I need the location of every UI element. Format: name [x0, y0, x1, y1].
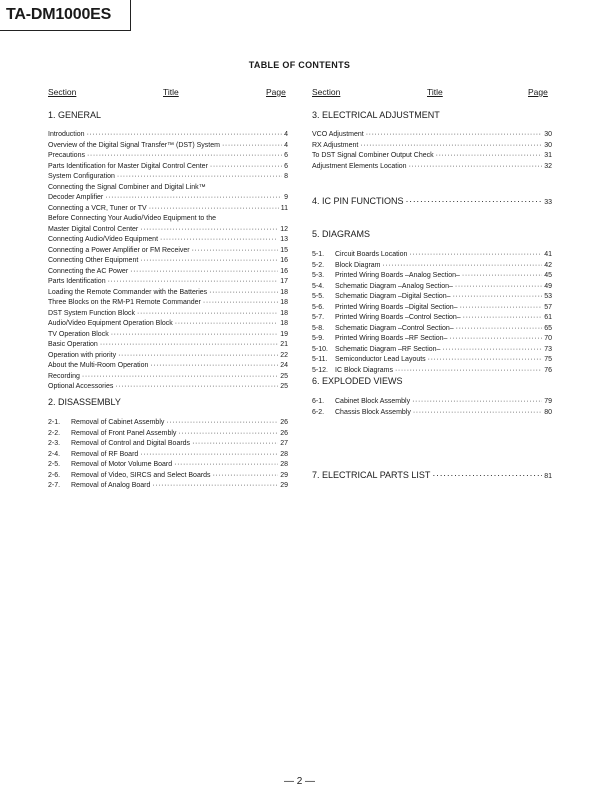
section-heading-disassembly: 2. DISASSEMBLY — [48, 397, 121, 407]
entry-page: 41 — [544, 251, 552, 258]
entry-title: Chassis Block Assembly — [335, 408, 411, 416]
toc-entry — [312, 335, 552, 346]
entry-title: Block Diagram — [335, 261, 381, 269]
entry-page: 13 — [280, 236, 288, 243]
entry-number: 2-6. — [48, 471, 61, 479]
toc-entry — [312, 293, 552, 304]
toc-entry — [48, 236, 288, 247]
leader-dots — [108, 278, 279, 287]
entry-title: Schematic Diagram –RF Section– — [335, 345, 441, 353]
toc-entry — [48, 373, 288, 384]
entry-page: 4 — [284, 131, 288, 138]
toc-entry — [48, 299, 288, 310]
entry-title: Connecting the AC Power — [48, 267, 129, 275]
entry-page: 29 — [280, 471, 288, 479]
entry-page: 28 — [280, 450, 288, 458]
entry-title: 4. IC PIN FUNCTIONS — [312, 196, 404, 206]
entry-page: 18 — [280, 309, 288, 317]
leader-dots — [140, 257, 278, 266]
entry-page: 8 — [284, 173, 288, 180]
leader-dots — [117, 173, 282, 182]
entry-title: Connecting a Power Amplifier or FM Receiver — [48, 246, 190, 254]
entry-page: 25 — [280, 383, 288, 390]
toc-entry — [48, 152, 288, 163]
toc-entry — [48, 289, 288, 300]
entry-page: 75 — [544, 356, 552, 363]
toc-entry — [48, 268, 288, 279]
toc-entry — [48, 419, 288, 430]
toc-entry — [48, 215, 288, 226]
leader-dots — [130, 268, 278, 277]
leader-dots — [118, 352, 278, 361]
entry-page: 70 — [544, 335, 552, 342]
entry-title: Removal of Motor Volume Board — [71, 461, 173, 468]
leader-dots — [456, 325, 543, 334]
entry-title: Overview of the Digital Signal Transfer™ (DST) System — [48, 141, 220, 149]
entry-title: IC Block Diagrams — [335, 366, 393, 374]
entry-page: 4 — [284, 141, 288, 149]
leader-dots — [409, 163, 543, 172]
entry-page: 16 — [280, 267, 288, 275]
entry-page: 29 — [280, 482, 288, 489]
toc-entry — [48, 362, 288, 373]
entry-title: Three Blocks on the RM-P1 Remote Commander — [48, 299, 201, 306]
entry-title: Audio/Video Equipment Operation Block — [48, 320, 173, 327]
toc-entry — [48, 205, 288, 216]
toc-entry — [48, 331, 288, 342]
toc-entry — [48, 184, 288, 195]
entry-page: 12 — [280, 225, 288, 233]
entry-title: Optional Accessories — [48, 383, 114, 390]
toc-entry — [312, 272, 552, 283]
header-page-left: Page — [266, 87, 286, 97]
entry-number: 5-3. — [312, 272, 325, 279]
entry-number: 2-3. — [48, 440, 61, 447]
toc-entry — [312, 346, 552, 357]
entry-page: 17 — [280, 278, 288, 285]
leader-dots — [203, 299, 278, 308]
leader-dots — [366, 131, 542, 140]
entry-title: Printed Wiring Boards –RF Section– — [335, 335, 448, 342]
entry-page: 26 — [280, 419, 288, 426]
entry-page: 15 — [280, 246, 288, 254]
leader-dots — [209, 289, 278, 298]
entry-page: 65 — [544, 324, 552, 332]
leader-dots — [383, 262, 543, 271]
entry-title: Removal of Video, SIRCS and Select Boards — [71, 471, 211, 479]
entry-title: VCO Adjustment — [312, 131, 364, 138]
entry-title: About the Multi-Room Operation — [48, 362, 149, 369]
entry-page: 19 — [280, 330, 288, 338]
entry-title: DST System Function Block — [48, 309, 136, 317]
entry-page: 26 — [280, 429, 288, 437]
toc-entry — [312, 142, 552, 153]
toc-entry — [312, 409, 552, 420]
entry-page: 31 — [544, 152, 552, 159]
entry-title: Connecting Audio/Video Equipment — [48, 236, 159, 243]
section-heading-general: 1. GENERAL — [48, 110, 102, 120]
toc-entry-parts-list — [312, 470, 552, 482]
entry-number: 6-1. — [312, 398, 325, 405]
entry-number: 2-2. — [48, 429, 61, 437]
toc-entry — [48, 142, 288, 153]
entry-number: 5-11. — [312, 356, 328, 363]
entry-page: 81 — [544, 473, 552, 480]
entry-number: 5-12. — [312, 366, 328, 374]
entry-page: 32 — [544, 162, 552, 170]
toc-entry — [48, 278, 288, 289]
toc-entry — [48, 383, 288, 394]
toc-entry — [48, 173, 288, 184]
entry-title: Connecting a VCR, Tuner or TV — [48, 204, 147, 212]
entry-page: 79 — [544, 398, 552, 405]
toc-entry — [48, 131, 288, 142]
entry-page: 16 — [280, 257, 288, 264]
toc-entry — [48, 352, 288, 363]
entry-page: 6 — [284, 152, 288, 159]
entry-number: 6-2. — [312, 408, 325, 416]
entry-title: Removal of Cabinet Assembly — [71, 419, 165, 426]
toc-entry — [48, 341, 288, 352]
entry-page: 49 — [544, 282, 552, 290]
entry-title: RX Adjustment — [312, 141, 359, 149]
leader-dots — [460, 304, 543, 313]
entry-title: Schematic Diagram –Control Section– — [335, 324, 454, 332]
entry-number: 5-2. — [312, 261, 325, 269]
leader-dots — [140, 451, 278, 460]
entry-title: Basic Operation — [48, 341, 98, 348]
toc-entry — [312, 356, 552, 367]
entry-page: 76 — [544, 366, 552, 374]
entry-number: 5-8. — [312, 324, 325, 332]
entry-title: Introduction — [48, 131, 85, 138]
entry-number: 5-10. — [312, 345, 328, 353]
leader-dots — [360, 142, 542, 151]
leader-dots — [87, 152, 282, 161]
entry-title: Parts Identification — [48, 278, 106, 285]
entry-page: 28 — [280, 461, 288, 468]
entry-title: Recording — [48, 372, 80, 380]
page-title: TABLE OF CONTENTS — [248, 60, 351, 70]
toc-entry — [48, 247, 288, 258]
leader-dots — [409, 251, 542, 260]
leader-dots — [406, 196, 543, 205]
leader-dots — [442, 346, 542, 355]
toc-entry — [312, 283, 552, 294]
entry-title: 7. ELECTRICAL PARTS LIST — [312, 470, 431, 480]
entry-number: 2-4. — [48, 450, 61, 458]
entry-title: To DST Signal Combiner Output Check — [312, 152, 434, 159]
toc-entry — [48, 440, 288, 451]
entry-number: 5-7. — [312, 314, 325, 321]
entry-number: 5-1. — [312, 251, 325, 258]
page-number: — 2 — — [283, 776, 316, 787]
leader-dots — [137, 310, 278, 319]
leader-dots — [449, 335, 542, 344]
entry-page: 30 — [544, 141, 552, 149]
leader-dots — [111, 331, 279, 340]
entry-page: 18 — [280, 299, 288, 306]
leader-dots — [140, 226, 278, 235]
entry-title: Removal of Front Panel Assembly — [71, 429, 177, 437]
entry-title: Removal of Analog Board — [71, 482, 151, 489]
entry-page: 9 — [284, 194, 288, 201]
entry-title: Schematic Diagram –Analog Section– — [335, 282, 453, 290]
entry-title: Printed Wiring Boards –Control Section– — [335, 314, 461, 321]
toc-entry — [312, 131, 552, 142]
toc-entry — [48, 194, 288, 205]
entry-title: Connecting Other Equipment — [48, 257, 139, 264]
entry-title: Printed Wiring Boards –Digital Section– — [335, 303, 458, 311]
entry-title: Circuit Boards Location — [335, 251, 408, 258]
leader-dots — [213, 472, 279, 481]
toc-entry — [312, 314, 552, 325]
entry-number: 2-7. — [48, 482, 61, 489]
leader-dots — [395, 367, 542, 376]
leader-dots — [150, 362, 278, 371]
leader-dots — [149, 205, 279, 214]
toc-entry — [312, 304, 552, 315]
entry-page: 57 — [544, 303, 552, 311]
entry-page: 42 — [544, 261, 552, 269]
entry-title: Schematic Diagram –Digital Section– — [335, 293, 451, 300]
header-section-left: Section — [48, 87, 77, 97]
toc-entry — [48, 461, 288, 472]
toc-entry — [48, 451, 288, 462]
toc-entry — [48, 482, 288, 493]
entry-title: System Configuration — [48, 173, 115, 180]
leader-dots — [178, 430, 278, 439]
entry-title: Operation with priority — [48, 351, 117, 359]
entry-page: 18 — [280, 288, 288, 296]
header-section-right: Section — [312, 87, 341, 97]
leader-dots — [436, 152, 543, 161]
header-title-right: Title — [427, 87, 443, 97]
toc-entry — [312, 325, 552, 336]
entry-page: 25 — [280, 372, 288, 380]
leader-dots — [100, 341, 278, 350]
model-number: TA-DM1000ES — [6, 6, 112, 23]
entry-title: Cabinet Block Assembly — [335, 398, 411, 405]
entry-page: 73 — [544, 345, 552, 353]
section-heading-diagrams: 5. DIAGRAMS — [312, 229, 371, 239]
toc-entry — [312, 163, 552, 174]
toc-entry — [312, 152, 552, 163]
leader-dots — [192, 247, 279, 256]
entry-title: Removal of RF Board — [71, 450, 139, 458]
toc-entry — [48, 163, 288, 174]
entry-title: Printed Wiring Boards –Analog Section– — [335, 272, 460, 279]
leader-dots — [455, 283, 542, 292]
entry-page: 11 — [280, 204, 288, 212]
entry-number: 2-5. — [48, 461, 61, 468]
entry-title: Removal of Control and Digital Boards — [71, 440, 191, 447]
entry-page: 22 — [280, 351, 288, 359]
toc-entry — [48, 226, 288, 237]
entry-title: Semiconductor Lead Layouts — [335, 356, 426, 363]
entry-title: TV Operation Block — [48, 330, 109, 338]
entry-title: Connecting the Signal Combiner and Digital Link™ — [48, 183, 206, 191]
entry-number: 5-4. — [312, 282, 325, 290]
leader-dots — [413, 409, 542, 418]
entry-title: Precautions — [48, 152, 85, 159]
entry-number: 5-9. — [312, 335, 325, 342]
toc-entry — [48, 430, 288, 441]
entry-page: 27 — [280, 440, 288, 447]
toc-entry — [312, 367, 552, 378]
section-heading-exploded: 6. EXPLODED VIEWS — [312, 376, 403, 386]
toc-entry — [48, 310, 288, 321]
leader-dots — [463, 314, 543, 323]
toc-entry-ic-pin — [312, 196, 552, 208]
leader-dots — [160, 236, 278, 245]
entry-title: Loading the Remote Commander with the Batteries — [48, 288, 208, 296]
toc-entry — [312, 251, 552, 262]
leader-dots — [428, 356, 543, 365]
entry-page: 45 — [544, 272, 552, 279]
entry-title: Before Connecting Your Audio/Video Equipment to the — [48, 215, 216, 222]
leader-dots — [115, 383, 278, 392]
leader-dots — [87, 131, 283, 140]
entry-page: 21 — [280, 341, 288, 348]
toc-entry — [48, 320, 288, 331]
entry-page: 80 — [544, 408, 552, 416]
entry-page: 24 — [280, 362, 288, 369]
entry-number: 5-5. — [312, 293, 325, 300]
entry-title: Decoder Amplifier — [48, 194, 104, 201]
entry-page: 30 — [544, 131, 552, 138]
header-page-right: Page — [528, 87, 548, 97]
leader-dots — [82, 373, 278, 382]
leader-dots — [222, 142, 282, 151]
leader-dots — [105, 194, 282, 203]
toc-entry — [48, 257, 288, 268]
entry-title: Adjustment Elements Location — [312, 162, 407, 170]
leader-dots — [192, 440, 278, 449]
entry-number: 2-1. — [48, 419, 61, 426]
toc-entry — [48, 472, 288, 483]
header-title-left: Title — [163, 87, 179, 97]
model-box — [0, 0, 131, 31]
leader-dots — [462, 272, 542, 281]
entry-page: 33 — [544, 199, 552, 206]
entry-page: 6 — [284, 162, 288, 170]
entry-title: Parts Identification for Master Digital Control Center — [48, 162, 208, 170]
leader-dots — [175, 320, 278, 329]
toc-entry — [312, 398, 552, 409]
leader-dots — [432, 470, 542, 479]
section-heading-electrical: 3. ELECTRICAL ADJUSTMENT — [312, 110, 440, 120]
entry-page: 18 — [280, 320, 288, 327]
entry-number: 5-6. — [312, 303, 325, 311]
leader-dots — [174, 461, 278, 470]
leader-dots — [412, 398, 542, 407]
entry-page: 53 — [544, 293, 552, 300]
leader-dots — [210, 163, 282, 172]
leader-dots — [453, 293, 543, 302]
leader-dots — [166, 419, 278, 428]
entry-title: Master Digital Control Center — [48, 225, 139, 233]
leader-dots — [152, 482, 278, 491]
toc-entry — [312, 262, 552, 273]
entry-page: 61 — [544, 314, 552, 321]
